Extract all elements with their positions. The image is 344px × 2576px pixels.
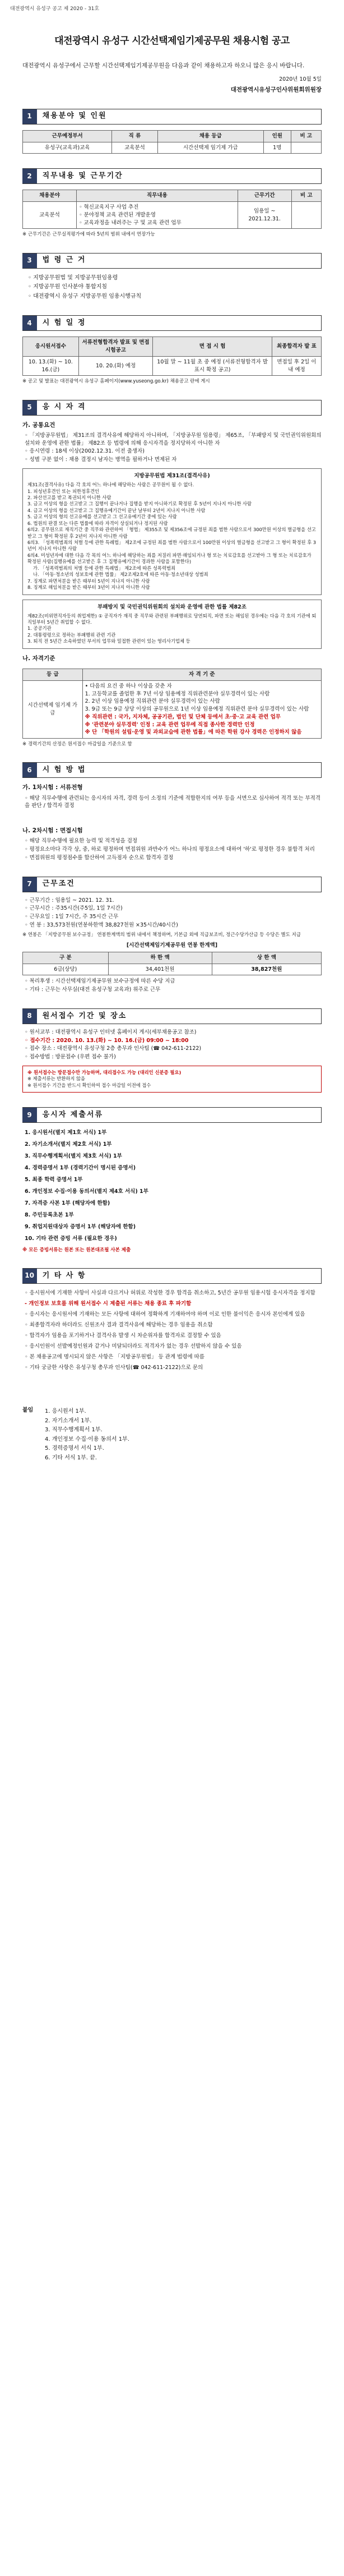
list-item: ◦ 기타 궁금한 사항은 유성구청 총무과 인사팀(☎ 042-611-2122)으로 문의 bbox=[25, 1365, 203, 1371]
subsection-title: 가. 1차시험 : 서류전형 bbox=[22, 784, 83, 791]
box-line: 7. 징계로 파면처분을 받은 때부터 5년이 지나지 아니한 사람 bbox=[27, 578, 150, 584]
subsection-title: 가. 공통요건 bbox=[22, 421, 55, 428]
section-method bbox=[22, 762, 322, 861]
section-title: 응 시 자 격 bbox=[42, 403, 86, 412]
list-item: ◦ 성별 구분 없이 : 채용 결정시 남자는 병역을 필하거나 면제된 자 bbox=[25, 457, 177, 463]
table-header: 채용분야 bbox=[23, 190, 77, 202]
box-line: 2. 대통령령으로 정하는 부패행위 관련 기관 bbox=[27, 632, 116, 638]
list-item: ◦ 응시인원이 선발예정인원과 같거나 미달되더라도 적격자가 없는 경우 선발하지 않을 수 있음 bbox=[25, 1343, 242, 1350]
list-item: ◦ 근무시간 : 주35시간(주5일, 1일 7시간) bbox=[25, 905, 123, 912]
table-header: 근무예정부서 bbox=[23, 130, 112, 142]
list-item: 5. 경력증명서 서식 1부. bbox=[45, 1445, 104, 1452]
table-header: 인원 bbox=[264, 130, 291, 142]
list-item: ◦ 합격자가 임용을 포기하거나 결격사유 발생 시 차순위자를 합격자로 결정할 수 있음 bbox=[25, 1333, 221, 1339]
section-number: 1 bbox=[22, 109, 37, 124]
section-number: 10 bbox=[22, 1269, 37, 1283]
etc-list bbox=[25, 1288, 322, 1373]
table-header: 하 한 액 bbox=[108, 952, 212, 964]
list-item: 7. 자격증 사본 1부 (해당자에 한함) bbox=[25, 1200, 110, 1206]
section-title: 시 험 방 법 bbox=[42, 766, 86, 775]
table-cell: 34,401천원 bbox=[108, 964, 212, 975]
section-work bbox=[22, 877, 322, 994]
table-cell: 임용일 ~ 2021.12.31. bbox=[238, 202, 291, 229]
list-item: 1. 응시원서(별지 제1호 서식) 1부 bbox=[25, 1130, 107, 1136]
list-item: 2. 자기소개서 1부. bbox=[45, 1417, 92, 1424]
list-item: ◦ 접수방법 : 방문접수 (우편 접수 불가) bbox=[25, 1054, 116, 1061]
box-line: 가. 「성폭력범죄의 처벌 등에 관한 특례법」 제2조에 따른 성폭력범죄 bbox=[33, 565, 175, 571]
box-title: 부패방지 및 국민권익위원회의 설치와 운영에 관한 법률 제82조 bbox=[97, 603, 247, 610]
section-number: 4 bbox=[22, 316, 37, 330]
list-item: ◦ 원서교부 : 대전광역시 유성구 인터넷 홈페이지 게시(세부채용공고 참조) bbox=[25, 1029, 197, 1035]
notice-number: 대전광역시 유성구 공고 제 2020 - 31호 bbox=[10, 6, 100, 12]
section-header bbox=[22, 1107, 322, 1123]
list-item: 3. 9급 또는 9급 상당 이상의 공무원으로 1년 이상 임용예정 직위관련 분야 실무경력이 있는 사람 bbox=[85, 706, 309, 713]
list-item: ◦ 근무기간 : 임용일 ~ 2021. 12. 31. bbox=[25, 897, 114, 904]
box-line: 1. 피성년후견인 또는 피한정후견인 bbox=[27, 488, 100, 494]
list-item: ◦ 「지방공무원법」 제31조의 결격사유에 해당하지 아니하며, 「지방공무원 임용령」 제65조, 「부패방지 및 국민권익위원회의 설치와 운영에 관한 법률」 제82조 등 법령에 의해 응시자격을 정지당하지 아니한 자 bbox=[25, 432, 322, 446]
list-item: 5. 최종 학력 증명서 1부 bbox=[25, 1177, 83, 1183]
list-item: ◦ 응시원서에 기재한 사항이 사실과 다르거나 허위로 작성한 경우 합격을 취소하고, 5년간 공무원 임용시험 응시자격을 정지함 bbox=[25, 1289, 315, 1296]
section-number: 6 bbox=[22, 763, 37, 777]
list-item: ◦ 응시연령 : 18세 이상(2002.12.31. 이전 출생자) bbox=[25, 448, 145, 455]
list-item: 1. 고등학교를 졸업한 후 7년 이상 임용예정 직위관련분야 실무경력이 있는 사람 bbox=[85, 690, 270, 697]
table-header: 등 급 bbox=[23, 669, 83, 681]
schedule-note: ※ 공고 및 발표는 대전광역시 유성구 홈페이지(www.yuseong.go.kr) 채용공고 란에 게시 bbox=[22, 379, 210, 385]
list-item: 4. 개인정보 수집·이용 동의서 1부. bbox=[45, 1436, 129, 1443]
box-line: 4. 금고 이상의 형을 선고받고 그 집행유예기간이 끝난 날부터 2년이 지나지 아니한 사람 bbox=[27, 507, 206, 513]
box-line: 8. 징계로 해임처분을 받은 때부터 3년이 지나지 아니한 사람 bbox=[27, 584, 150, 591]
section-header bbox=[22, 1268, 322, 1284]
section-number: 7 bbox=[22, 877, 37, 892]
section-title: 시 험 일 정 bbox=[42, 318, 86, 327]
table-header: 구 분 bbox=[23, 952, 109, 964]
attachments bbox=[22, 1407, 322, 1463]
list-item: ◦ 복리후생 : 시간선택제임기제공무원 보수규정에 따른 수당 지급 bbox=[25, 978, 175, 985]
qualification-note: ※ 경력기간의 산정은 원서접수 마감일을 기준으로 함 bbox=[22, 741, 132, 748]
table-cell: 교육분석 bbox=[23, 202, 77, 229]
work-note: ※ 연봉은 「지방공무원 보수규정」 연봉한계액의 범위 내에서 책정하며, 기본급 외에 직급보조비, 정근수당가산금 등 수당은 별도 지급 bbox=[22, 932, 301, 938]
table-header: 채용 등급 bbox=[157, 130, 264, 142]
qualification-table bbox=[22, 669, 322, 739]
list-item: 1. 응시원서 1부. bbox=[45, 1408, 86, 1415]
list-item: ◦ 접수기간 : 2020. 10. 13.(화) ~ 10. 16.(금) 09:00 ~ 18:00 bbox=[25, 1037, 189, 1044]
page-title: 대전광역시 유성구 시간선택제임기제공무원 채용시험 공고 bbox=[54, 35, 290, 47]
table-header: 면 접 시 험 bbox=[153, 337, 272, 357]
section-header bbox=[22, 1008, 322, 1024]
box-line: 5. 금고 이상의 형의 선고유예를 선고받고 그 선고유예기간 중에 있는 사람 bbox=[27, 514, 177, 520]
table-header: 응시원서접수 bbox=[23, 337, 79, 357]
documents-note: ※ 모든 증빙서류는 원본 또는 원본대조필 사본 제출 bbox=[22, 1247, 131, 1253]
list-item: 6. 개인정보 수집·이용 동의서(별지 제4호 서식) 1부 bbox=[25, 1188, 148, 1195]
list-item: ◦ 지방공무원 인사분야 통합지침 bbox=[28, 284, 108, 291]
duty-note: ※ 근무기간은 근무실적평가에 따라 5년의 범위 내에서 연장가능 bbox=[22, 232, 155, 238]
list-item: ◦ 연 봉 : 33,573천원(연봉하한액 38,827천원 ×35시간/40시간) bbox=[25, 922, 178, 929]
list-item: ※ 단 「학원의 설립·운영 및 과외교습에 관한 법률」에 따른 학원 강사 경력은 인정하지 않음 bbox=[85, 729, 302, 736]
section-number: 2 bbox=[22, 169, 37, 183]
list-item: ◦ 교육과정을 내려주는 구 및 교육 관련 업무 bbox=[78, 219, 182, 226]
box-line: 제82조(비위면직자등의 취업제한) ① 공직자가 재직 중 직무와 관련된 부패행위로 당연퇴직, 파면 또는 해임된 경우에는 다음 각 호의 기관에 퇴직일부터 5년간 취업할 수 없다. bbox=[27, 612, 317, 625]
list-item: ◦ 혁신교육지구 사업 추진 bbox=[78, 204, 139, 211]
work-list bbox=[25, 897, 322, 929]
list-item: • 다음의 요건 중 하나 이상을 갖춘 자 bbox=[85, 683, 172, 689]
box-line: ※ 원서접수 기간을 반드시 확인하여 접수 마감일 이전에 접수 bbox=[27, 1082, 151, 1088]
table-cell: 시간선택제 임기제 가급 bbox=[157, 142, 264, 154]
list-item: 9. 취업지원대상자 증명서 1부 (해당자에 한함) bbox=[25, 1223, 136, 1230]
section-apply bbox=[22, 1008, 322, 1093]
table-header: 근무기간 bbox=[238, 190, 291, 202]
qualification-criteria bbox=[82, 680, 321, 738]
notice-org: 대전광역시유성구인사위원회위원장 bbox=[230, 86, 322, 93]
table-header: 상 한 액 bbox=[212, 952, 321, 964]
salary-table bbox=[22, 952, 322, 976]
table-cell: 교육분석 bbox=[112, 142, 157, 154]
section-header bbox=[22, 877, 322, 892]
section-title: 원서접수 기간 및 장소 bbox=[42, 1011, 127, 1020]
apply-list bbox=[25, 1029, 322, 1061]
apply-notice-box bbox=[22, 1066, 322, 1093]
table-header: 직무내용 bbox=[76, 190, 238, 202]
list-item: 3. 직무수행계획서 1부. bbox=[45, 1427, 103, 1434]
section-title: 응시자 제출서류 bbox=[42, 1110, 104, 1119]
section-header bbox=[22, 109, 322, 125]
schedule-table bbox=[22, 337, 322, 376]
section-header bbox=[22, 762, 322, 778]
law-list bbox=[28, 274, 322, 301]
table-cell: 6급(상당) bbox=[23, 964, 109, 975]
list-item: ◦ 해당 직무수행에 필요한 능력 및 적격성을 검정 bbox=[25, 838, 138, 845]
list-item: ◦ 응시자는 응시원서에 기재하는 모든 사항에 대하여 정확하게 기재하여야 하며 이로 인한 불이익은 응시자 본인에게 있음 bbox=[25, 1311, 305, 1318]
box-line: ※ 원서접수는 방문접수만 가능하며, 대리접수도 가능 (대리인 신분증 필요) bbox=[27, 1069, 182, 1075]
table-cell: 10. 13.(화) ~ 10. 16.(금) bbox=[23, 356, 79, 376]
list-item: ◦ 면접위원의 평정점수를 합산하여 고득점자 순으로 합격자 결정 bbox=[25, 854, 174, 861]
section-etc bbox=[22, 1268, 322, 1373]
section-duty bbox=[22, 168, 322, 238]
method-list bbox=[25, 795, 322, 810]
subsection-title: 나. 2차시험 : 면접시험 bbox=[22, 827, 83, 835]
section-number: 5 bbox=[22, 400, 37, 415]
recruit-table bbox=[22, 130, 322, 154]
section-recruit bbox=[22, 109, 322, 154]
salary-table-title: [시간선택제임기제공무원 연봉 한계액] bbox=[126, 942, 218, 949]
box-line: 6. 법원의 판결 또는 다른 법률에 따라 자격이 상실되거나 정지된 사람 bbox=[27, 520, 168, 526]
list-item: ◦ 해당 직무수행에 관련되는 응시자의 자격, 경력 등이 소정의 기준에 적합한지의 여부 등을 서면으로 심사하여 적격 또는 부적격을 판단 / 합격자 결정 bbox=[25, 795, 320, 809]
table-cell: 시간선택제 임기제 가급 bbox=[23, 680, 83, 738]
table-cell: 10월 말 ~ 11월 초 중 예정 (서류전형합격자 발표시 확정 공고) bbox=[153, 356, 272, 376]
list-item: ◦ 평정요소마다 각각 상, 중, 하로 평정하며 면접위원 과반수가 어느 하나의 평정요소에 대하여 '하'로 평정한 경우 불합격 처리 bbox=[25, 846, 315, 853]
section-title: 기 타 사 항 bbox=[42, 1271, 86, 1280]
intro-text: 대전광역시 유성구에서 근무할 시간선택제임기제공무원을 다음과 같이 채용하고자 하오니 많은 응시 바랍니다. bbox=[22, 62, 305, 69]
section-header bbox=[22, 400, 322, 416]
table-cell bbox=[291, 142, 321, 154]
list-item: ※ '관련분야 실무경력' 인정 : 교육 관련 업무에 직접 종사한 경력만 인정 bbox=[85, 721, 255, 728]
list-item: 3. 직무수행계획서(별지 제3호 서식) 1부 bbox=[25, 1153, 122, 1160]
work-list bbox=[25, 978, 322, 994]
duty-list bbox=[76, 202, 238, 229]
box-line: 6의4. 미성년자에 대한 다음 각 목의 어느 하나에 해당하는 죄를 저질러 파면·해임되거나 형 또는 치료감호를 선고받아 그 형 또는 치료감호가 확정된 사람(집행유예를 선고받은 후 그 집행유예기간이 경과한 사람을 포함한다) bbox=[27, 552, 312, 565]
list-item: ◦ 기타 : 근무는 사무실(대전 유성구청 교육과) 위주로 근무 bbox=[25, 987, 161, 993]
box-title: 지방공무원법 제31조(결격사유) bbox=[134, 472, 210, 479]
table-cell: 1명 bbox=[264, 142, 291, 154]
section-laws bbox=[22, 253, 322, 301]
list-item: ◦ 분야정책 교육 관련된 개발운영 bbox=[78, 211, 156, 218]
list-item: ◦ 대전광역시 유성구 지방공무원 임용시행규칙 bbox=[28, 293, 142, 299]
list-item: 2. 자기소개서(별지 제2호 서식) 1부 bbox=[25, 1141, 112, 1148]
list-item: 8. 주민등록초본 1부 bbox=[25, 1211, 74, 1218]
documents-list bbox=[25, 1127, 322, 1244]
list-item: 6. 기타 서식 1부. 끝. bbox=[45, 1454, 97, 1461]
notice-meta bbox=[22, 76, 322, 94]
section-title: 직무내용 및 근무기간 bbox=[42, 172, 123, 180]
attachments-label: 붙임 bbox=[22, 1407, 34, 1414]
section-schedule bbox=[22, 315, 322, 385]
box-line: 6의3. 「성폭력범죄의 처벌 등에 관한 특례법」 제2조에 규정된 죄를 범한 사람으로서 100만원 이상의 벌금형을 선고받고 그 형이 확정된 후 3년이 지나지 아니한 사람 bbox=[27, 540, 317, 552]
list-item: 2. 2년 이상 임용예정 직위관련 분야 실무경력이 있는 사람 bbox=[85, 698, 220, 705]
section-title: 법 령 근 거 bbox=[42, 256, 86, 265]
section-qualification bbox=[22, 400, 322, 748]
box-line: 2. 파산선고를 받고 복권되지 아니한 사람 bbox=[27, 494, 111, 500]
table-header: 자 격 기 준 bbox=[82, 669, 321, 681]
section-number: 9 bbox=[22, 1108, 37, 1122]
table-header: 최종합격자 발 표 bbox=[272, 337, 321, 357]
table-header: 비 고 bbox=[291, 130, 321, 142]
table-header: 서류전형합격자 발표 및 면접시험공고 bbox=[78, 337, 153, 357]
box-line: 6의2. 공무원으로 재직기간 중 직무와 관련하여 「형법」 제355조 및 제356조에 규정된 죄를 범한 사람으로서 300만원 이상의 벌금형을 선고받고 그 형이 확정된 후 2년이 지나지 아니한 사람 bbox=[27, 527, 316, 539]
list-item: ◦ 최종합격자라 하더라도 신원조사 결과 결격사유에 해당하는 경우 임용을 취소함 bbox=[25, 1322, 213, 1329]
section-header bbox=[22, 168, 322, 184]
list-item: ◦ 접수 장소 : 대전광역시 유성구청 2층 총무과 인사팀 (☎ 042-611-2122) bbox=[25, 1045, 202, 1052]
list-item: 10. 기타 관련 증빙 서류 (필요한 경우) bbox=[25, 1235, 117, 1242]
section-header bbox=[22, 315, 322, 331]
table-cell bbox=[291, 202, 321, 229]
list-item: ◦ 지방공무원법 및 지방공무원임용령 bbox=[28, 274, 118, 281]
law-excerpt-box bbox=[22, 600, 322, 649]
section-number: 8 bbox=[22, 1009, 37, 1024]
table-cell: 면접일 후 2일 이내 예정 bbox=[272, 356, 321, 376]
section-header bbox=[22, 253, 322, 269]
box-line: 1. 공공기관 bbox=[27, 625, 52, 632]
section-title: 채용분야 및 인원 bbox=[42, 112, 107, 121]
list-item: ◦ 근무요일 : 1일 7시간, 주 35시간 근무 bbox=[25, 914, 119, 920]
list-item: 4. 경력증명서 1부 (경력기간이 명시된 증명서) bbox=[25, 1165, 136, 1172]
attachments-list bbox=[45, 1407, 129, 1463]
table-cell: 38,827천원 bbox=[212, 964, 321, 975]
list-item: ◦ 본 채용공고에 명시되지 않은 사항은 「지방공무원법」 등 관계 법령에 따름 bbox=[25, 1354, 204, 1361]
subsection-title: 나. 자격기준 bbox=[22, 655, 55, 662]
notice-date: 2020년 10월 5일 bbox=[279, 76, 322, 82]
list-item: ※ 직위관련 : 국가, 지자체, 공공기관, 법인 및 단체 등에서 초·중·고 교육 관련 업무 bbox=[85, 713, 281, 720]
section-number: 3 bbox=[22, 254, 37, 268]
table-header: 비 고 bbox=[291, 190, 321, 202]
box-line: 나. 「아동·청소년의 성보호에 관한 법률」 제2조제2호에 따른 아동·청소년대상 성범죄 bbox=[33, 572, 208, 578]
section-documents bbox=[22, 1107, 322, 1254]
box-line: 3. 금고 이상의 형을 선고받고 그 집행이 끝나거나 집행을 받지 아니하기로 확정된 후 5년이 지나지 아니한 사람 bbox=[27, 501, 252, 507]
box-line: 3. 퇴직 전 5년간 소속하였던 부서의 업무와 밀접한 관련이 있는 영리사기업체 등 bbox=[27, 638, 190, 644]
table-header: 직 류 bbox=[112, 130, 157, 142]
list-item: - 개인정보 보호를 위해 원서접수 시 제출된 서류는 채용 종료 후 파기함 bbox=[25, 1301, 192, 1307]
box-line: ※ 제출서류는 반환하지 않음 bbox=[27, 1076, 86, 1082]
law-excerpt-box bbox=[22, 468, 322, 595]
method-list bbox=[25, 837, 322, 861]
qual-list bbox=[25, 432, 322, 464]
table-cell: 유성구(교육과)교육 bbox=[23, 142, 112, 154]
table-cell: 10. 20.(화) 예정 bbox=[78, 356, 153, 376]
duty-table bbox=[22, 190, 322, 229]
box-line: 제31조(결격사유) 다음 각 호의 어느 하나에 해당하는 사람은 공무원이 될 수 없다. bbox=[27, 482, 194, 488]
section-title: 근무조건 bbox=[42, 879, 75, 888]
